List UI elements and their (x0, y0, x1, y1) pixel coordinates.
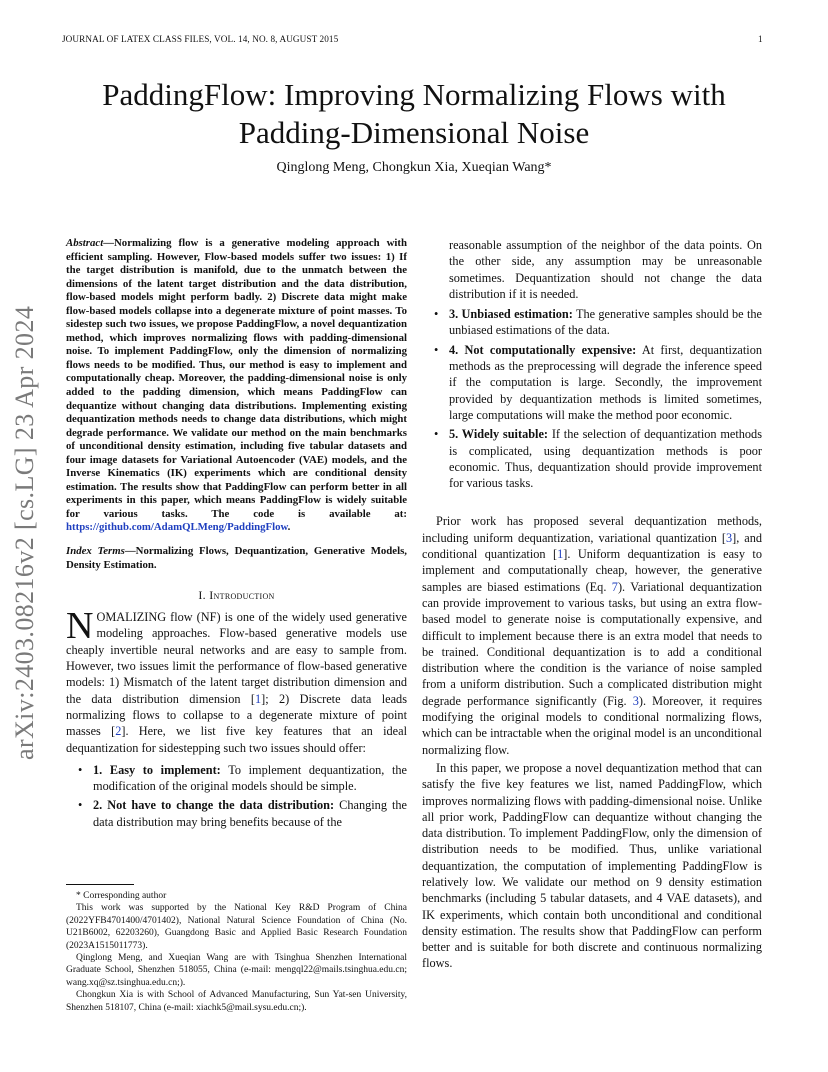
author-list: Qinglong Meng, Chongkun Xia, Xueqian Wang* (276, 160, 552, 175)
paragraph-text: ). Moreover, it requires modifying the original models to conditional normalizing flows, which can be intractable when the original model is an unconditional normalizing flow. (422, 693, 762, 757)
feature-text: To implement dequantization, the modification of the original models should be simple. (93, 762, 408, 794)
intro-text-1: flow (NF) is one of the widely used generative modeling approaches. Flow-based generative models use cheaply invertible neural networks and are easy to sample from. However, two issues limit the performance of flow-based generative models: 1) Mismatch of the latent target distribution dimension and the data distribution dimension [ (66, 610, 407, 706)
paper-title (40, 76, 788, 152)
bullet-icon: • (78, 798, 83, 813)
bullet-icon: • (434, 342, 439, 357)
abstract-text: —Normalizing flow is a generative modeling approach with efficient sampling. However, Flow-based models suffer two issues: 1) If the target distribution is manifold, due to the unmatch between the dimensions of the latent target distribution and the data distribution, flow-based models might perform badly. 2) Discrete data might make flow-based models collapse into a degenerate mixture of point masses. To sidestep such two issues, we propose PaddingFlow, a novel dequantization method, which improves normalizing flows with padding-dimensional noise. To implement PaddingFlow, only the dimension of normalizing flows needs to be modified. Thus, our method is easy to implement and computationally cheap. Moreover, the padding-dimensional noise is only added to the padding dimension, which means PaddingFlow can dequantize without changing data distributions. Implementing existing dequantization methods needs to change data distributions, which might degrade performance. We validate our method on the main benchmarks of unconditional density estimation, including five tabular datasets and four image datasets for Variational Autoencoder (VAE) models, and the Inverse Kinematics (IK) experiments which are conditional density estimation. The results show that PaddingFlow can perform better in all experiments in this paper, which means PaddingFlow is widely suitable for various tasks. The code is available at: (66, 237, 407, 520)
list-item (66, 762, 407, 795)
feature-continuation: reasonable assumption of the neighbor of the data points. On the other side, any assumption may be unreasonable sometimes. Dequantization should not change the data distribution if it is needed. (449, 238, 762, 301)
feature-list (66, 762, 407, 830)
footnote: Qinglong Meng, and Xueqian Wang are with Tsinghua Shenzhen International Graduate School, Shenzhen 518055, China (e-mail: mengql22@mails.tsinghua.edu.cn; wang.xq@sz.tsinghua.edu.cn;). (66, 953, 407, 988)
feature-title: 1. Easy to implement: (93, 762, 221, 777)
abstract (66, 237, 407, 535)
right-column (422, 237, 762, 972)
abstract-end: . (287, 521, 291, 534)
footnote-rule (66, 884, 134, 885)
bullet-icon: • (434, 427, 439, 442)
arxiv-stamp: arXiv:2403.08216v2 [cs.LG] 23 Apr 2024 (10, 305, 39, 760)
feature-title: 4. Not computationally expensive: (449, 342, 637, 357)
title-line-1: PaddingFlow: Improving Normalizing Flows with (102, 77, 726, 112)
feature-text: The generative samples should be the unbiased estimations of the data. (449, 307, 762, 338)
list-item (66, 797, 407, 830)
feature-title: 3. Unbiased estimation: (449, 307, 573, 322)
section-name: Introduction (209, 588, 275, 603)
intro-text-3: ]. Here, we list five key features that an ideal dequantization for sidestepping such two issues should offer: (66, 724, 407, 755)
code-link[interactable]: https://github.com/AdamQLMeng/PaddingFlow (66, 521, 288, 534)
index-terms (66, 545, 407, 572)
feature-text: At first, dequantization methods as the preprocessing will degrade the inference speed if the computation is large. Secondly, the improvement provided by dequantization methods is limited sometimes, large computations will make the method poor economic. (449, 342, 762, 422)
index-terms-text: —Normalizing Flows, Dequantization, Generative Models, Density Estimation. (66, 545, 407, 571)
feature-list-continued (422, 306, 762, 491)
index-terms-lead: Index Terms (66, 545, 125, 558)
section-number: I. (198, 588, 210, 603)
intro-paragraph (66, 605, 407, 756)
footnotes (66, 890, 407, 1014)
figure-link[interactable]: 3 (632, 693, 639, 708)
feature-title: 5. Widely suitable: (449, 427, 549, 442)
prior-work-paragraph (422, 513, 762, 757)
abstract-lead: Abstract (66, 237, 104, 249)
list-item (422, 342, 762, 423)
list-item (422, 426, 762, 491)
contribution-paragraph: In this paper, we propose a novel dequantization method that can satisfy the five key features we list, named PaddingFlow, which improves normalizing flows with padding-dimensional noise. Unlike all prior work, PaddingFlow can dequantize without changing the data distribution. To implement PaddingFlow, only the dimension of distribution needs to be modified. Thus, unlike variational dequantization, the computation of implementing PaddingFlow is relatively low. We validate our method on 9 density estimation benchmarks (including 5 tabular datasets, and 4 VAE datasets), and IK experiments, which contain both unconditional and conditional density estimation. The results show that PaddingFlow can perform better and is suitable for both discrete and continuous normalizing flows. (422, 760, 762, 971)
drop-cap: N (66, 605, 94, 648)
footnote: * Corresponding author (76, 891, 167, 901)
paragraph-text: ]. Uniform dequantization is easy to implement and computationally cheap, however, the generative samples are biased estimations (Eq. (422, 547, 762, 594)
equation-link[interactable]: 7 (611, 579, 618, 594)
feature-text: If the selection of dequantization methods is complicated, using dequantization methods is poor economic. Thus, dequantization should provide improvement for various tasks. (449, 427, 762, 491)
footnote: This work was supported by the National Key R&D Program of China (2022YFB4701400/4701402), National Natural Science Foundation of China (No. U21B6002, 62203260), Guangdong Basic and Applied Basic Research Foundation (2023A1515011773). (66, 903, 407, 951)
feature-text: Changing the data distribution may bring benefits because of the (93, 798, 408, 829)
section-heading-introduction (66, 588, 407, 603)
citation-link[interactable]: 2 (115, 724, 122, 739)
bullet-icon: • (434, 307, 439, 322)
paragraph-text: ], and conditional quantization [ (422, 530, 763, 562)
running-header: JOURNAL OF LATEX CLASS FILES, VOL. 14, NO. 8, AUGUST 2015 (62, 34, 339, 44)
feature-title: 2. Not have to change the data distribution: (93, 798, 335, 813)
paragraph-text: Prior work has proposed several dequantization methods, including uniform dequantization, variational quantization [ (422, 514, 762, 545)
list-item (422, 306, 762, 339)
intro-text-2: ]; 2) Discrete data leads normalizing flows to collapse to a degenerate mixture of point masses [ (66, 691, 407, 739)
bullet-icon: • (78, 762, 83, 777)
left-column (66, 237, 407, 833)
citation-link[interactable]: 1 (254, 691, 262, 706)
page-number: 1 (758, 34, 763, 44)
paragraph-text: ). Variational dequantization can provide improvement to various tasks, but using an extra flow-based model to generate noise is computationally expensive, and difficult to implement because there is an extra model that needs to be trained. Conditional dequantization is to add a conditional distribution where the condition is the variance of noise sampled from a uniform distribution. Such a complicated distribution might degrade performance significantly (Fig. (422, 579, 762, 708)
footnote: Chongkun Xia is with School of Advanced Manufacturing, Sun Yat-sen University, Shenzhen 518107, China (e-mail: xiachk5@mail.sysu.edu.cn;). (66, 990, 407, 1013)
citation-link[interactable]: 3 (725, 530, 733, 545)
title-line-2: Padding-Dimensional Noise (238, 115, 590, 150)
citation-link[interactable]: 1 (557, 547, 564, 562)
intro-first-word: OMALIZING (96, 610, 167, 625)
